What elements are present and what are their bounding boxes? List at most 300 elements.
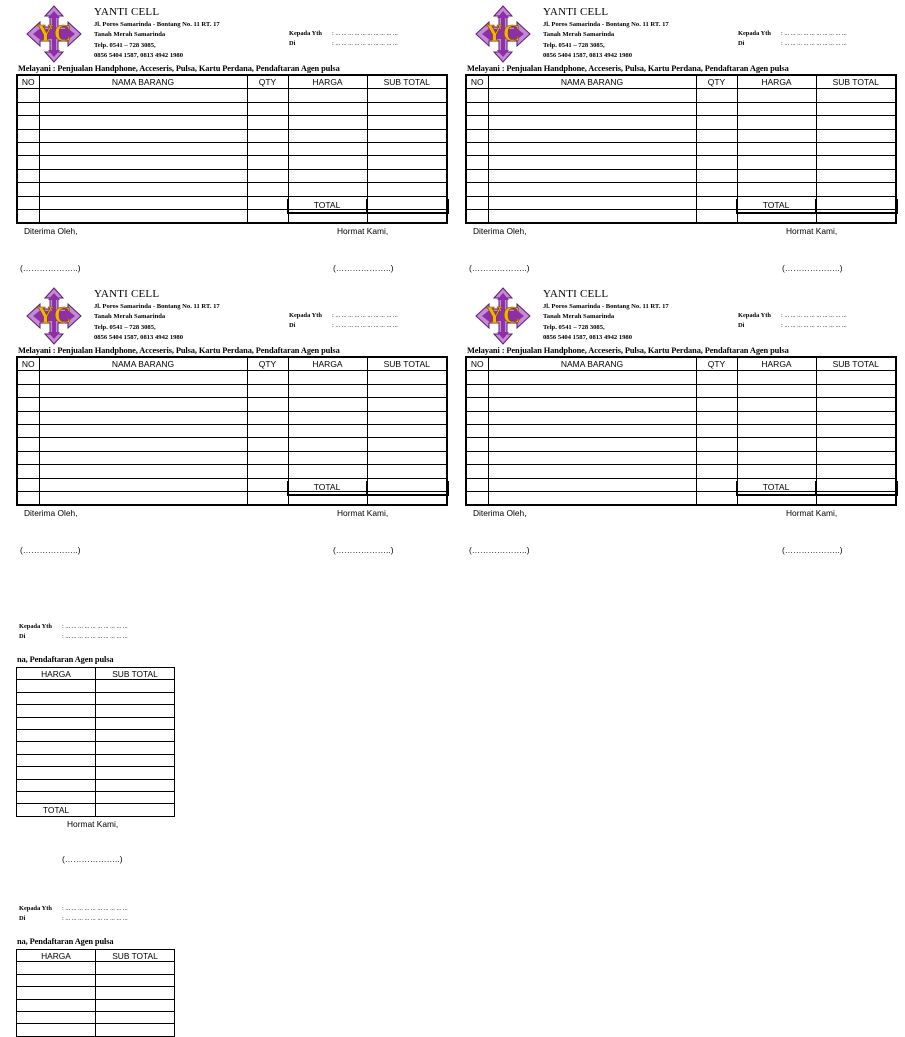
col-no: NO (466, 75, 488, 89)
col-subtotal: SUB TOTAL (367, 357, 447, 371)
table-cell (96, 779, 175, 791)
sender-signature: (………………..) (333, 545, 394, 555)
table-header-row (466, 75, 896, 89)
total-label: TOTAL (737, 481, 816, 494)
table-row (17, 974, 175, 986)
table-cell (466, 129, 488, 142)
table-row (466, 102, 896, 115)
received-by-label: Diterima Oleh, (473, 508, 527, 518)
table-cell (96, 1024, 175, 1036)
table-cell (39, 183, 247, 196)
table-cell (696, 478, 737, 491)
table-cell (39, 411, 247, 424)
table-cell (288, 371, 367, 384)
company-name: YANTI CELL (543, 288, 609, 300)
table-cell (367, 156, 447, 169)
table-cell (17, 142, 39, 155)
sender-signature: (………………..) (333, 263, 394, 273)
table-cell (17, 779, 96, 791)
table-cell (816, 465, 896, 478)
recipient-line: Kepada Yth : ... ... ... ... ... ... ... ... ... ... (289, 312, 398, 319)
table-cell (816, 384, 896, 397)
table-cell (17, 384, 39, 397)
table-cell (737, 142, 816, 155)
table-cell (17, 411, 39, 424)
table-cell (488, 384, 696, 397)
svg-text:YC: YC (36, 303, 72, 329)
table-cell (488, 183, 696, 196)
table-cell (247, 116, 288, 129)
col-price: HARGA (288, 75, 367, 89)
table-row (17, 465, 447, 478)
table-row (466, 129, 896, 142)
received-by-label: Diterima Oleh, (24, 508, 78, 518)
table-cell (288, 156, 367, 169)
destination-line: Di : ... ... ... ... ... ... ... ... ... ... (19, 915, 128, 922)
svg-text:YC: YC (485, 21, 521, 47)
table-cell (696, 142, 737, 155)
table-cell (466, 491, 488, 505)
total-label: TOTAL (737, 199, 816, 212)
table-cell (17, 491, 39, 505)
table-row (466, 384, 896, 397)
table-cell (367, 169, 447, 182)
table-cell (288, 411, 367, 424)
table-cell (367, 465, 447, 478)
table-cell (466, 209, 488, 223)
col-no: NO (17, 357, 39, 371)
table-cell (288, 424, 367, 437)
table-cell (17, 398, 39, 411)
receiver-signature: (………………..) (20, 263, 81, 273)
services-line: Melayani : Penjualan Handphone, Acceseris, Pulsa, Kartu Perdana, Pendaftaran Agen pulsa (467, 346, 789, 355)
table-cell (488, 438, 696, 451)
items-table (16, 667, 175, 817)
table-cell (488, 398, 696, 411)
sender-signature: (………………..) (62, 854, 123, 864)
table-cell (247, 491, 288, 505)
total-row (287, 481, 449, 496)
table-row (466, 169, 896, 182)
col-subtotal: SUB TOTAL (367, 75, 447, 89)
table-cell (96, 999, 175, 1011)
table-cell (247, 129, 288, 142)
recipient-line: Kepada Yth : ... ... ... ... ... ... ... ... ... ... (19, 623, 128, 630)
table-row (17, 705, 175, 717)
company-address: Jl. Poros Samarinda - Bontang No. 11 RT. 17 Tanah Merah Samarinda Telp. 0541 – 728 3085, 0856 5404 1587, 0813 4942 1980 (94, 303, 220, 342)
services-line: na, Pendaftaran Agen pulsa (17, 655, 114, 664)
table-cell (488, 411, 696, 424)
invoice-fragment-2 (16, 902, 196, 1024)
table-cell (816, 156, 896, 169)
table-cell (39, 209, 247, 223)
svg-text:YC: YC (485, 303, 521, 329)
table-row (17, 398, 447, 411)
col-price: HARGA (17, 668, 96, 680)
destination-line: Di : ... ... ... ... ... ... ... ... ... ... (289, 322, 398, 329)
col-price: HARGA (17, 950, 96, 962)
table-cell (737, 411, 816, 424)
table-cell (39, 142, 247, 155)
destination-line: Di : ... ... ... ... ... ... ... ... ... ... (19, 633, 128, 640)
regards-label: Hormat Kami, (337, 226, 389, 236)
table-cell (288, 89, 367, 102)
yc-logo-icon (19, 6, 89, 62)
table-cell (17, 196, 39, 209)
table-cell (17, 183, 39, 196)
table-cell (96, 742, 175, 754)
table-cell (488, 116, 696, 129)
regards-label: Hormat Kami, (786, 226, 838, 236)
table-cell (247, 465, 288, 478)
destination-line: Di : ... ... ... ... ... ... ... ... ... ... (738, 322, 847, 329)
table-cell (737, 89, 816, 102)
table-cell (39, 478, 247, 491)
table-cell (288, 116, 367, 129)
table-cell (96, 692, 175, 704)
table-cell (696, 169, 737, 182)
table-cell (39, 491, 247, 505)
table-cell (488, 371, 696, 384)
table-cell (96, 767, 175, 779)
recipient-line: Kepada Yth : ... ... ... ... ... ... ... ... ... ... (738, 30, 847, 37)
table-cell (96, 754, 175, 766)
table-cell (696, 411, 737, 424)
table-cell (39, 102, 247, 115)
table-row (17, 156, 447, 169)
table-cell (367, 411, 447, 424)
table-row (17, 384, 447, 397)
col-subtotal: SUB TOTAL (816, 75, 896, 89)
col-no: NO (466, 357, 488, 371)
table-cell (466, 156, 488, 169)
table-cell (17, 89, 39, 102)
table-cell (816, 102, 896, 115)
table-cell (816, 438, 896, 451)
table-cell (39, 371, 247, 384)
col-price: HARGA (288, 357, 367, 371)
table-cell (247, 102, 288, 115)
table-cell (696, 398, 737, 411)
col-subtotal: SUB TOTAL (96, 950, 175, 962)
col-item-name: NAMA BARANG (488, 357, 696, 371)
table-cell (488, 478, 696, 491)
table-cell (17, 424, 39, 437)
table-cell (288, 169, 367, 182)
table-row (17, 791, 175, 803)
table-cell (288, 451, 367, 464)
table-cell (17, 478, 39, 491)
table-cell (17, 129, 39, 142)
table-cell (696, 183, 737, 196)
table-cell (737, 465, 816, 478)
table-cell (96, 729, 175, 741)
table-cell (288, 465, 367, 478)
regards-label: Hormat Kami, (786, 508, 838, 518)
sender-signature: (………………..) (782, 545, 843, 555)
table-cell (17, 767, 96, 779)
company-name: YANTI CELL (543, 6, 609, 18)
table-cell (816, 142, 896, 155)
yc-logo-icon (468, 288, 538, 344)
table-cell (39, 424, 247, 437)
table-row (466, 142, 896, 155)
sender-signature: (………………..) (782, 263, 843, 273)
table-cell (247, 142, 288, 155)
col-subtotal: SUB TOTAL (816, 357, 896, 371)
table-cell (288, 398, 367, 411)
table-row (466, 451, 896, 464)
table-row (17, 729, 175, 741)
table-cell (816, 89, 896, 102)
table-cell (696, 451, 737, 464)
table-cell (247, 156, 288, 169)
table-cell (816, 424, 896, 437)
table-cell (367, 102, 447, 115)
table-cell (488, 491, 696, 505)
table-cell (816, 183, 896, 196)
table-cell (737, 438, 816, 451)
table-cell (816, 411, 896, 424)
table-row (17, 129, 447, 142)
col-price: HARGA (737, 75, 816, 89)
table-cell (39, 438, 247, 451)
table-row (17, 169, 447, 182)
table-cell (466, 451, 488, 464)
table-cell (737, 371, 816, 384)
table-row (17, 116, 447, 129)
table-cell (488, 196, 696, 209)
invoice-fragment-1 (16, 620, 196, 880)
table-cell (466, 411, 488, 424)
table-cell (39, 196, 247, 209)
total-label: TOTAL (17, 804, 96, 816)
invoice-form (465, 2, 905, 277)
table-cell (247, 398, 288, 411)
table-cell (466, 424, 488, 437)
total-row (736, 199, 898, 214)
table-cell (367, 142, 447, 155)
table-cell (96, 680, 175, 692)
table-cell (17, 742, 96, 754)
table-row (466, 411, 896, 424)
table-cell (696, 371, 737, 384)
table-row (17, 1011, 175, 1023)
table-row (17, 438, 447, 451)
table-cell (17, 209, 39, 223)
col-no: NO (17, 75, 39, 89)
total-row (287, 199, 449, 214)
table-cell (17, 791, 96, 803)
table-row (17, 371, 447, 384)
table-cell (466, 438, 488, 451)
table-cell (96, 705, 175, 717)
table-cell (17, 729, 96, 741)
regards-label: Hormat Kami, (337, 508, 389, 518)
table-row (466, 371, 896, 384)
table-row (466, 398, 896, 411)
yc-logo-icon (468, 6, 538, 62)
table-row (17, 999, 175, 1011)
table-cell (466, 102, 488, 115)
table-row (466, 156, 896, 169)
table-cell (816, 371, 896, 384)
col-qty: QTY (696, 75, 737, 89)
table-row (17, 717, 175, 729)
table-cell (17, 1011, 96, 1023)
table-cell (39, 89, 247, 102)
col-qty: QTY (247, 357, 288, 371)
services-line: na, Pendaftaran Agen pulsa (17, 937, 114, 946)
table-cell (488, 424, 696, 437)
col-subtotal: SUB TOTAL (96, 668, 175, 680)
table-cell (466, 142, 488, 155)
table-row (17, 411, 447, 424)
table-cell (466, 169, 488, 182)
table-cell (696, 384, 737, 397)
table-cell (816, 116, 896, 129)
table-cell (39, 451, 247, 464)
table-cell (247, 384, 288, 397)
table-row (17, 1024, 175, 1036)
table-cell (816, 451, 896, 464)
received-by-label: Diterima Oleh, (24, 226, 78, 236)
table-cell (288, 438, 367, 451)
table-cell (247, 371, 288, 384)
table-cell (696, 102, 737, 115)
table-cell (696, 491, 737, 505)
table-cell (17, 451, 39, 464)
table-cell (696, 196, 737, 209)
table-cell (367, 424, 447, 437)
table-cell (288, 102, 367, 115)
col-price: HARGA (737, 357, 816, 371)
table-row (17, 89, 447, 102)
table-cell (39, 398, 247, 411)
table-cell (17, 1024, 96, 1036)
table-cell (488, 209, 696, 223)
table-cell (466, 398, 488, 411)
table-cell (367, 129, 447, 142)
table-cell (816, 398, 896, 411)
table-cell (17, 169, 39, 182)
table-cell (488, 156, 696, 169)
table-cell (696, 438, 737, 451)
table-cell (737, 169, 816, 182)
recipient-line: Kepada Yth : ... ... ... ... ... ... ... ... ... ... (289, 30, 398, 37)
table-cell (39, 169, 247, 182)
table-header-row (17, 357, 447, 371)
table-cell (466, 183, 488, 196)
company-name: YANTI CELL (94, 288, 160, 300)
recipient-line: Kepada Yth : ... ... ... ... ... ... ... ... ... ... (738, 312, 847, 319)
table-row (466, 438, 896, 451)
table-cell (696, 89, 737, 102)
table-cell (816, 169, 896, 182)
table-cell (466, 384, 488, 397)
table-cell (488, 169, 696, 182)
table-cell (17, 974, 96, 986)
table-row (17, 692, 175, 704)
company-address: Jl. Poros Samarinda - Bontang No. 11 RT. 17 Tanah Merah Samarinda Telp. 0541 – 728 3085, 0856 5404 1587, 0813 4942 1980 (543, 303, 669, 342)
destination-line: Di : ... ... ... ... ... ... ... ... ... ... (738, 40, 847, 47)
table-row (17, 767, 175, 779)
total-row (736, 481, 898, 496)
table-cell (488, 142, 696, 155)
table-row (17, 754, 175, 766)
table-cell (247, 451, 288, 464)
table-cell (17, 465, 39, 478)
table-cell (96, 987, 175, 999)
table-cell (367, 183, 447, 196)
table-cell (816, 129, 896, 142)
table-cell (247, 89, 288, 102)
destination-line: Di : ... ... ... ... ... ... ... ... ... ... (289, 40, 398, 47)
table-cell (39, 156, 247, 169)
table-row (17, 680, 175, 692)
receiver-signature: (………………..) (469, 545, 530, 555)
col-qty: QTY (247, 75, 288, 89)
table-row (17, 742, 175, 754)
table-cell (96, 974, 175, 986)
table-cell (737, 384, 816, 397)
table-cell (466, 478, 488, 491)
services-line: Melayani : Penjualan Handphone, Acceseris, Pulsa, Kartu Perdana, Pendaftaran Agen pulsa (18, 346, 340, 355)
table-cell (247, 169, 288, 182)
table-cell (17, 102, 39, 115)
table-row (17, 183, 447, 196)
table-cell (737, 129, 816, 142)
table-cell (247, 438, 288, 451)
table-cell (367, 116, 447, 129)
table-cell (466, 371, 488, 384)
table-cell (696, 209, 737, 223)
services-line: Melayani : Penjualan Handphone, Acceseris, Pulsa, Kartu Perdana, Pendaftaran Agen pulsa (18, 64, 340, 73)
table-cell (367, 438, 447, 451)
invoice-form (16, 2, 456, 277)
table-cell (737, 116, 816, 129)
table-row (17, 424, 447, 437)
table-row (466, 89, 896, 102)
table-cell (17, 754, 96, 766)
table-cell (288, 183, 367, 196)
table-cell (737, 451, 816, 464)
table-cell (737, 183, 816, 196)
table-cell (488, 129, 696, 142)
company-address: Jl. Poros Samarinda - Bontang No. 11 RT. 17 Tanah Merah Samarinda Telp. 0541 – 728 3085, 0856 5404 1587, 0813 4942 1980 (543, 21, 669, 60)
table-cell (96, 1011, 175, 1023)
table-row (466, 465, 896, 478)
table-cell (696, 465, 737, 478)
company-name: YANTI CELL (94, 6, 160, 18)
table-cell (488, 102, 696, 115)
table-cell (696, 156, 737, 169)
table-cell (367, 371, 447, 384)
table-cell (17, 962, 96, 974)
table-row (17, 987, 175, 999)
invoice-form (465, 284, 905, 559)
table-cell (39, 384, 247, 397)
table-cell (488, 451, 696, 464)
table-cell (288, 384, 367, 397)
table-cell (17, 116, 39, 129)
table-row (17, 779, 175, 791)
items-table (16, 949, 175, 1037)
col-item-name: NAMA BARANG (39, 75, 247, 89)
table-cell (96, 962, 175, 974)
table-cell (96, 717, 175, 729)
table-cell (466, 116, 488, 129)
